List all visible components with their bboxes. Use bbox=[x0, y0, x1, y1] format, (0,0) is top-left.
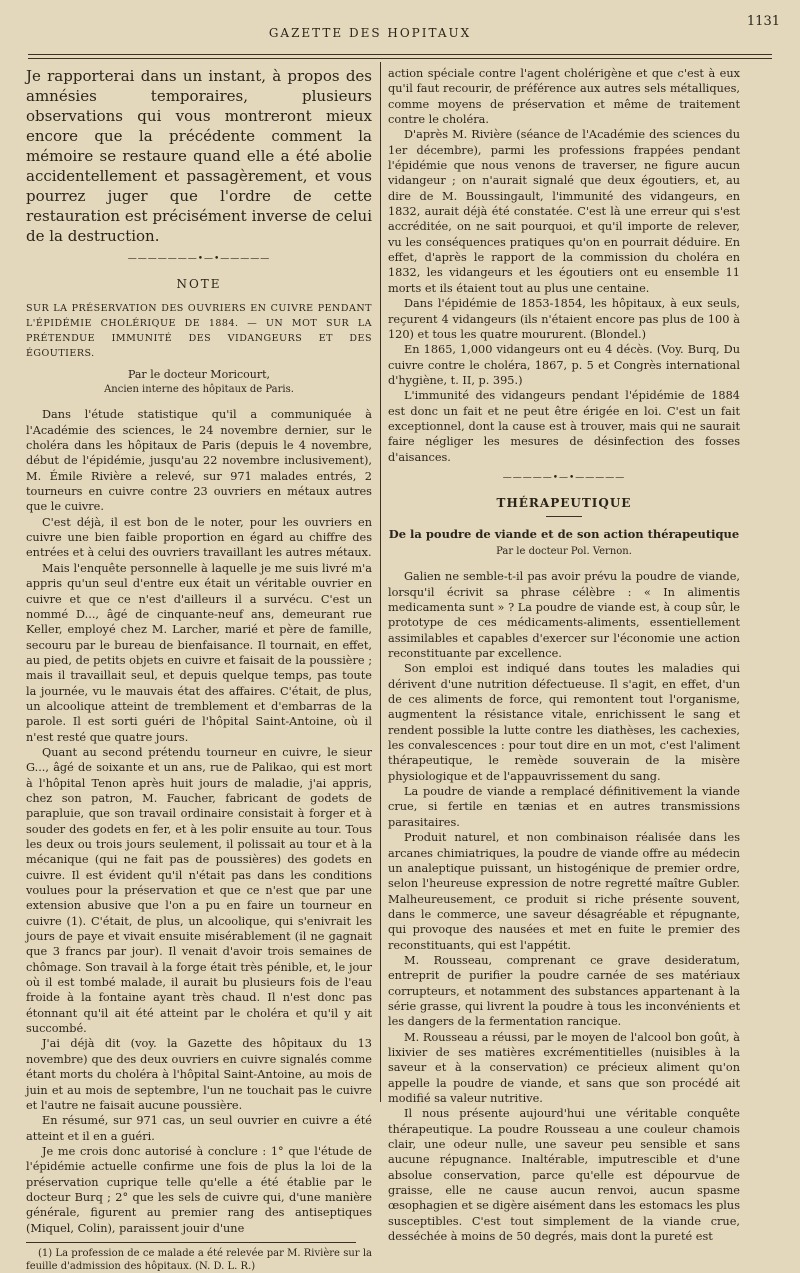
body-paragraph: Il nous présente aujourd'hui une véritable conquête thérapeutique. La poudre Rousseau a une couleur chamois clair, une odeur nulle, une saveur peu sensible et sans aucune répugnance. Inaltérable, imputrescible et d'une absolue conservation, parce qu'elle est dépourvue de graisse, elle ne cause aucun renvoi, aucun spasme œsophagien et se digère aisément dans les estomacs les plus susceptibles. C'est tout simplement de la viande crue, desséchée à moins de 50 degrés, mais dont la pureté est bbox=[388, 1107, 740, 1244]
article-byline: Par le docteur Pol. Vernon. bbox=[496, 545, 632, 557]
body-paragraph: C'est déjà, il est bon de le noter, pour les ouvriers en cuivre une bien faible proportion en égard au chiffre des entrées et à celui des ouvriers travaillant les autres métaux. bbox=[26, 515, 372, 560]
section-heading: THÉRAPEUTIQUE bbox=[496, 496, 632, 511]
body-paragraph: En 1865, 1,000 vidangeurs ont eu 4 décès. (Voy. Burq, Du cuivre contre le choléra, 1867, p. 5 et Congrès international d'hygiène, t. II, p. 395.) bbox=[388, 343, 740, 387]
note-heading: SUR LA PRÉSERVATION DES OUVRIERS EN CUIVRE PENDANT L'ÉPIDÉMIE CHOLÉRIQUE DE 1884. — UN MOT SUR LA PRÉTENDUE IMMUNITÉ DES VIDANGEURS ET DES ÉGOUTIERS. bbox=[26, 302, 372, 359]
intro-paragraph: Je rapporterai dans un instant, à propos des amnésies temporaires, plusieurs observations qui vous montreront mieux encore que la précédente comment la mémoire se restaure quand elle a été abolie accidentellement et passagèrement, et vous pourrez juger que l'ordre de cette restauration est précisément inverse de celui de la destruction. bbox=[26, 67, 372, 245]
author-byline: Par le docteur Moricourt, bbox=[127, 367, 271, 381]
page-number: 1131 bbox=[746, 14, 780, 29]
body-paragraph: Mais l'enquête personnelle à laquelle je me suis livré m'a appris qu'un seul d'entre eux était un véritable ouvrier en cuivre et que ce n'est d'ailleurs il a survécu. C'est un nommé D..., âgé de cinquante-neuf ans, demeurant rue Keller, employé chez M. Larcher, marié et père de famille, secouru par le bureau de bienfaisance. Il tournait, en effet, au pied, de petits objets en cuivre et faisait de la poussière ; mais il travaillait seul, et depuis quelque temps, pas toute la journée, vu le mauvais état des affaires. C'était, de plus, un alcoolique atteint de tremblement et d'embarras de la parole. Il est sorti guéri de l'hôpital Saint-Antoine, où il n'est resté que quatre jours. bbox=[26, 561, 372, 744]
body-paragraph: La poudre de viande a remplacé définitivement la viande crue, si fertile en tænias et en autres transmissions parasitaires. bbox=[388, 785, 740, 829]
body-paragraph: action spéciale contre l'agent cholérigène et que c'est à eux qu'il faut recourir, de préférence aux autres sels métalliques, comme moyens de préservation et même de traitement contre le choléra. bbox=[388, 67, 740, 127]
header-rule bbox=[28, 54, 772, 55]
body-paragraph: Produit naturel, et non combinaison réalisée dans les arcanes chimiatriques, la poudre de viande offre au médecin un analeptique puissant, un histogénique de premier ordre, selon l'heureuse expression de notre regretté maître Gubler. Malheureusement, ce produit si riche présente souvent, dans le commerce, une saveur désagréable et répugnante, qui provoque des nausées et met en fuite le premier des reconstituants, qui est l'appétit. bbox=[388, 831, 740, 952]
ornament-divider: —————•—•————— bbox=[502, 472, 626, 483]
body-paragraph: J'ai déjà dit (voy. la Gazette des hôpitaux du 13 novembre) que des deux ouvriers en cuivre signalés comme étant morts du choléra à l'hôpital Saint-Antoine, au mois de juin et au mois de septembre, l'un ne touchait pas le cuivre et l'autre ne faisait aucune poussière. bbox=[26, 1037, 372, 1112]
header-rule-double bbox=[28, 58, 772, 59]
note-title: NOTE bbox=[176, 277, 222, 292]
left-column bbox=[26, 66, 372, 1272]
masthead-title: GAZETTE DES HOPITAUX bbox=[268, 26, 472, 40]
body-paragraph: M. Rousseau, comprenant ce grave desideratum, entreprit de purifier la poudre carnée de ses matériaux corrupteurs, et notamment des substances appartenant à la série grasse, qui livrent la poudre à tous les inconvénients et les dangers de la fermentation rancique. bbox=[388, 953, 740, 1029]
author-affiliation: Ancien interne des hôpitaux de Paris. bbox=[104, 384, 294, 396]
body-paragraph: M. Rousseau a réussi, par le moyen de l'alcool bon goût, à lixivier de ses matières excrémentitielles (nuisibles à la saveur et à la conservation) ce précieux aliment qu'on appelle la poudre de viande, et sans que son procédé ait modifié sa valeur nutritive. bbox=[388, 1030, 740, 1105]
right-column bbox=[388, 66, 740, 1244]
column-divider bbox=[380, 62, 381, 1102]
body-paragraph: Je me crois donc autorisé à conclure : 1° que l'étude de l'épidémie actuelle confirme une fois de plus la loi de la préservation cuprique telle qu'elle a été établie par le docteur Burq ; 2° que les sels de cuivre qui, d'une manière générale, figurent au premier rang des antiseptiques (Miquel, Colin), paraissent jouir d'une bbox=[26, 1144, 372, 1235]
body-paragraph: Galien ne semble-t-il pas avoir prévu la poudre de viande, lorsqu'il écrivit sa phrase célèbre : « In alimentis medicamenta sunt » ? La poudre de viande est, à coup sûr, le prototype de ces médicaments-aliments, essentiellement assimilables et capables d'exercer sur l'économie une action reconstituante par excellence. bbox=[388, 570, 740, 661]
body-paragraph: Dans l'étude statistique qu'il a communiquée à l'Académie des sciences, le 24 novembre dernier, sur le choléra dans les hôpitaux de Paris (depuis le 4 novembre, début de l'épidémie, jusqu'au 22 novembre inclusivement), M. Émile Rivière a relevé, sur 971 malades entrés, 2 tourneurs en cuivre contre 23 ouvriers en métaux autres que le cuivre. bbox=[26, 408, 372, 514]
section-rule bbox=[546, 516, 582, 517]
body-paragraph: En résumé, sur 971 cas, un seul ouvrier en cuivre a été atteint et il en a guéri. bbox=[26, 1114, 372, 1143]
body-paragraph: L'immunité des vidangeurs pendant l'épidémie de 1884 est donc un fait et ne peut être érigée en loi. C'est un fait exceptionnel, dont la cause est à trouver, mais qui ne saurait faire négliger les mesures de désinfection des fosses d'aisances. bbox=[388, 389, 740, 464]
body-paragraph: Son emploi est indiqué dans toutes les maladies qui dérivent d'une nutrition défectueuse. Il s'agit, en effet, d'un de ces aliments de force, qui remontent tout l'organisme, augmentent la résistance vitale, enrichissent le sang et rendent possible la lutte contre les diathèses, les cachexies, les convalescences : pour tout dire en un mot, c'est l'aliment thérapeutique, le remède souverain de la misère physiologique et de l'appauvrissement du sang. bbox=[388, 662, 740, 783]
footnote: (1) La profession de ce malade a été relevée par M. Rivière sur la feuille d'admission des hôpitaux. (N. D. L. R.) bbox=[26, 1247, 372, 1272]
body-paragraph: Quant au second prétendu tourneur en cuivre, le sieur G..., âgé de soixante et un ans, rue de Palikao, qui est mort à l'hôpital Tenon après huit jours de maladie, j'ai appris, chez son patron, M. Faucher, fabricant de godets de parapluie, que son travail ordinaire consistait à forger et à souder des godets en fer, et à les polir ensuite au tour. Tous les deux ou trois jours seulement, il polissait au tour et à la mécanique (qui ne fait pas de poussières) des godets en cuivre. Il est évident qu'il n'était pas dans les conditions voulues pour la préservation et que ce n'est que par une extension abusive que l'on a pu en faire un tourneur en cuivre (1). C'était, de plus, un alcoolique, qui s'enivrait les jours de paye et vivait ensuite misérablement (il ne gagnait que 3 francs par jour). Il venait d'avoir trois semaines de chômage. Son travail à la forge était très pénible, et, le jour où il est tombé malade, il aurait bu plusieurs fois de l'eau froide à la fontaine ayant très chaud. Il n'est donc pas étonnant qu'il ait été atteint par le choléra et qu'il y ait succombé. bbox=[26, 745, 372, 1036]
body-paragraph: Dans l'épidémie de 1853-1854, les hôpitaux, à eux seuls, reçurent 4 vidangeurs (ils n'étaient encore pas plus de 100 à 120) et tous les quatre moururent. (Blondel.) bbox=[388, 297, 740, 341]
article-title: De la poudre de viande et de son action thérapeutique bbox=[388, 526, 740, 541]
body-paragraph: D'après M. Rivière (séance de l'Académie des sciences du 1er décembre), parmi les professions frappées pendant l'épidémie que nous venons de traverser, ne figure aucun vidangeur ; on n'aurait signalé que deux égoutiers, et, au dire de M. Boussingault, l'immunité des vidangeurs, en 1832, aurait déjà été constatée. C'est là une erreur qui s'est accréditée, on ne sait pourquoi, et qu'il importe de relever, vu les conséquences pratiques qu'on en pourrait déduire. En effet, d'après le rapport de la commission du choléra en 1832, les vidangeurs et les égoutiers ont eu ensemble 11 morts et ils étaient tout au plus une centaine. bbox=[388, 128, 740, 295]
footnote-rule bbox=[26, 1242, 356, 1243]
ornament-divider: ———————•—•————— bbox=[127, 254, 271, 264]
